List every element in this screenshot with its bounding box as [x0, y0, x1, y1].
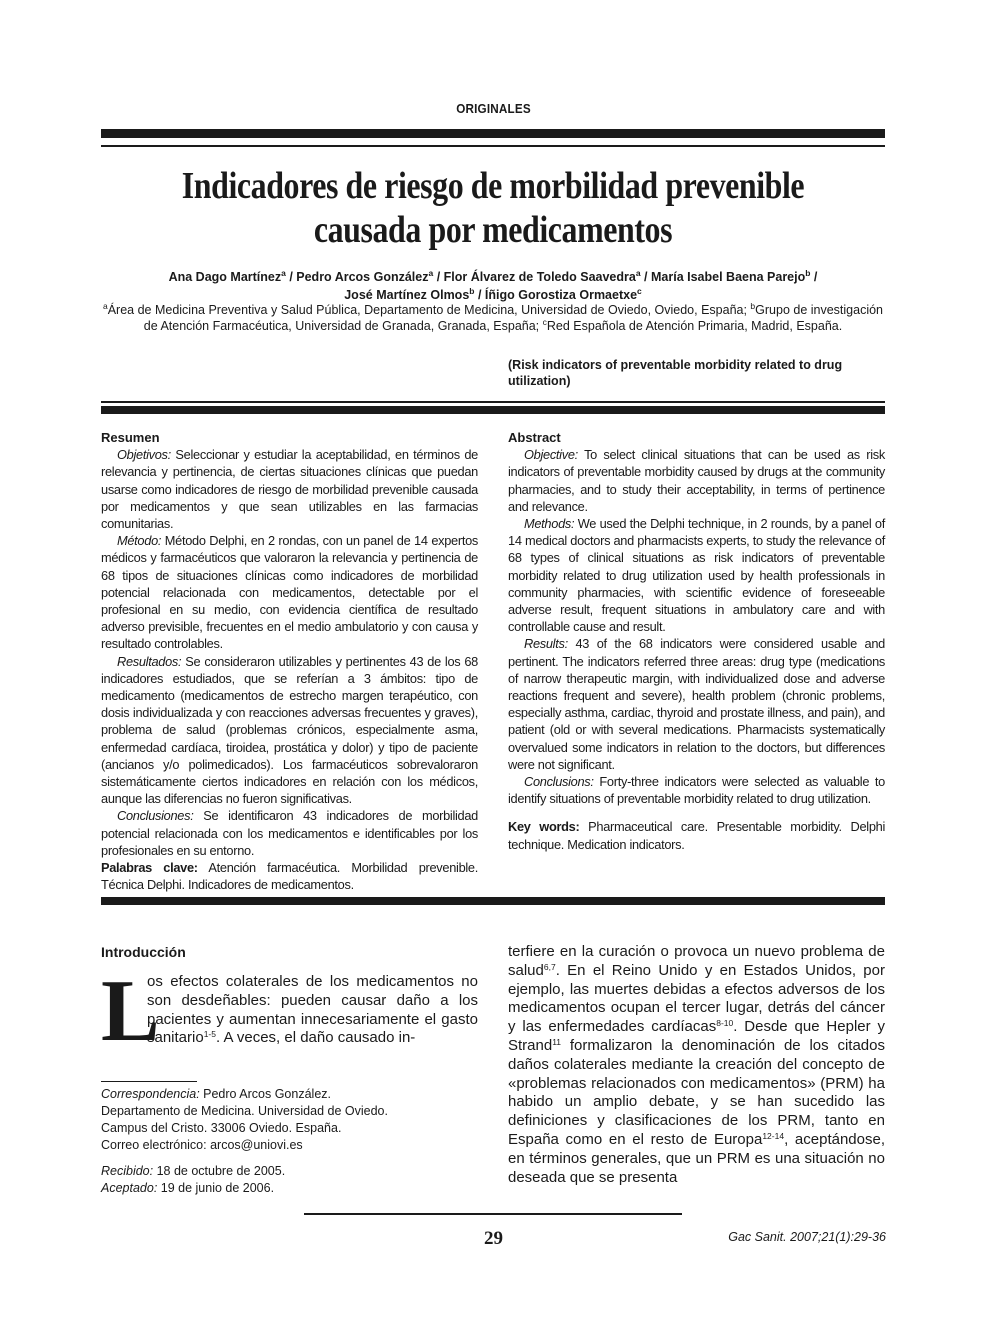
correspondence-dept: Departamento de Medicina. Universidad de Oviedo. [101, 1104, 388, 1118]
methods-text: We used the Delphi technique, in 2 rounds, by a panel of 14 medical doctors and pharmacists experts, to study the relevance of 68 types of clinical situations as risk indicators of preventable morbidity related to drug utilization used by health professionals in community pharmacies, with scientific evidence of foreseeable adverse result, frequent situations in ambulatory care and with controllable cause and result. [508, 516, 885, 635]
affiliations [101, 302, 885, 334]
author-sup: b [469, 286, 475, 296]
page-number: 29 [484, 1228, 503, 1249]
abstract-column [508, 429, 885, 853]
abstract-conclusions [508, 773, 885, 807]
palabras-clave-text: Atención farmacéutica. Morbilidad prevenible. Técnica Delphi. Indicadores de medicamentos. [101, 860, 478, 893]
introduccion-heading: Introducción [101, 944, 186, 960]
author-sup: a [428, 268, 434, 278]
metodo-text: Método Delphi, en 2 rondas, con un panel de 14 expertos médicos y farmacéuticos que valoraron la relevancia y pertinencia de 68 tipos de situaciones clínicas como indicadores de morbilidad potencial relacionada con medicamentos, detectable por el profesional en su medio, con evidencia científica de resultado adverso previsible, frecuentes en el medio ambulatorio y con causa y resultado controlables. [101, 533, 478, 652]
bottom-thick-rule [101, 897, 885, 905]
resumen-objetivos [101, 446, 478, 532]
correspondencia-label: Correspondencia: [101, 1087, 200, 1101]
resumen-column [101, 429, 478, 893]
journal-reference: Gac Sanit. 2007;21(1):29-36 [728, 1230, 886, 1244]
footnote-rule [101, 1081, 197, 1082]
aceptado-value: 19 de junio de 2006. [157, 1181, 275, 1195]
intro-right-column [508, 943, 885, 1187]
section-label: ORIGINALES [456, 101, 531, 116]
author-list: Ana Dago Martínez$^a$ / Pedro Arcos González$^a$ / Flor Álvarez de Toledo Saavedra$^a$ / María Isabel Baena Parejo$^b$ / José Martínez Olmos$^b$ / Íñigo Gorostiza Ormaetxe$^c$ [168, 268, 818, 302]
conclusions-label: Conclusions: [524, 774, 594, 790]
recibido-value: 18 de octubre de 2005. [153, 1164, 286, 1178]
objective-label: Objective: [524, 447, 578, 463]
correspondencia-name: Pedro Arcos González. [199, 1087, 331, 1101]
author: Pedro Arcos González [296, 270, 429, 284]
abstract-results [508, 635, 885, 773]
intro-text-a: os efectos colaterales de los medicamentos no son desdeñables: pueden causar daño a los pacientes y aumentan innecesariamente el gasto sanitario [147, 973, 478, 1047]
key-words-label: Key words: [508, 819, 580, 835]
recibido-label: Recibido: [101, 1164, 154, 1178]
affil-sup: a [102, 301, 108, 311]
article-title [101, 164, 885, 252]
received-date [101, 1163, 478, 1180]
abstract-methods [508, 515, 885, 635]
intro-text-b: . A veces, el daño causado in- [216, 1029, 416, 1047]
abstract-objective [508, 446, 885, 515]
author-sup: b [805, 268, 811, 278]
conclusions-text: Forty-three indicators were selected as valuable to identify situations of preventable morbidity related to drug utilization. [508, 774, 885, 807]
aceptado-label: Aceptado: [101, 1181, 158, 1195]
abstract-keywords [508, 818, 885, 852]
resumen-keywords [101, 859, 478, 893]
resultados-label: Resultados: [117, 653, 182, 669]
key-words-text: Pharmaceutical care. Presentable morbidity. Delphi technique. Medication indicators. [508, 819, 886, 852]
resumen-heading: Resumen [101, 430, 160, 445]
citation-sup: 1-5 [203, 1029, 216, 1040]
affiliation-a: Área de Medicina Preventiva y Salud Pública, Departamento de Medicina, Universidad de Oviedo, Oviedo, España; [107, 303, 751, 317]
intro-paragraph-right [508, 943, 885, 1187]
intro-left-column [101, 943, 478, 1060]
footnote-gap [101, 1154, 478, 1163]
author-sup: a [635, 268, 641, 278]
objetivos-text: Seleccionar y estudiar la aceptabilidad, en términos de relevancia y pertinencia, de ciertas situaciones clínicas que puedan usarse como indicadores de riesgo de morbilidad prevenible causada por medicamentos y que sean utilizables en las farmacias comunitarias. [101, 447, 478, 532]
mid-thin-rule [101, 401, 885, 403]
intro-text-r2: . En el Reino Unido y en Estados Unidos, por ejemplo, las muertes debidas a efectos adversos de los medicamentos ocupan el tercer lugar, detrás del cáncer y las enfermedades cardíacas [508, 961, 885, 1036]
methods-label: Methods: [524, 516, 575, 532]
resumen-resultados [101, 653, 478, 808]
title-line-1: Indicadores de riesgo de morbilidad prevenible [181, 165, 805, 207]
correspondence-address: Campus del Cristo. 33006 Oviedo. España. [101, 1121, 342, 1135]
affiliation-c: Red Española de Atención Primaria, Madrid, España. [546, 319, 843, 333]
intro-text-r5: , aceptándose, en términos generales, que un PRM es una situación no deseada que se presenta [508, 1130, 885, 1186]
intro-paragraph-left [101, 963, 478, 1060]
objetivos-label: Objetivos: [117, 447, 171, 463]
author-sup: a [281, 268, 286, 278]
affiliation-b: Grupo de investigación de Atención Farmacéutica, Universidad de Granada, Granada, España; [143, 303, 884, 333]
results-text: 43 of the 68 indicators were considered usable and pertinent. The indicators referred three areas: drug type (medications of narrow therapeutic margin, with individualized dose and adverse reactions frequent and severe), health problem (chronic problems, especially asthma, cardiac, thyroid and prostate illness, and pain), and patient (old or with several medications. Pharmacists systematically overvalued some indicators in relation to the doctors, but differences were not significant. [508, 636, 885, 772]
title-line-2: causada por medicamentos [313, 209, 673, 251]
intro-text-r3: . Desde que Hepler y Strand [508, 1018, 885, 1054]
correspondence-line [101, 1086, 478, 1103]
resumen-metodo [101, 532, 478, 652]
citation-sup: 12-14 [762, 1130, 785, 1141]
drop-cap: L [101, 963, 160, 1060]
author-sup: c [637, 286, 642, 296]
resumen-conclusiones [101, 807, 478, 859]
english-title: (Risk indicators of preventable morbidity related to drug utilization) [508, 358, 843, 388]
intro-text-r1: terfiere en la curación o provoca un nuevo problema de salud [508, 943, 885, 979]
citation-sup: 6,7 [543, 961, 556, 972]
resultados-text: Se consideraron utilizables y pertinentes 43 de los 68 indicadores estudiados, que se referían a 3 ámbitos: tipo de medicamento (medicamentos de estrecho margen terapéutico, con dosis individualizada y con reacciones adversas frecuentes y graves), problema de salud (problemas crónicos, especialmente asma, enfermedad cardíaca, tiroidea, prostática y dolor) y tipo de paciente (ancianos y/o polimedicados). Los farmacéuticos sobrevaloraron sistemáticamente ciertos indicadores en relación con los médicos, aunque las diferencias no fueron significativas. [101, 653, 478, 807]
accepted-date [101, 1180, 478, 1197]
author: María Isabel Baena Parejo [651, 270, 806, 284]
results-label: Results: [524, 636, 568, 652]
correspondence-email: Correo electrónico: arcos@uniovi.es [101, 1138, 303, 1152]
conclusiones-label: Conclusiones: [117, 808, 194, 824]
intro-text-r4: formalizaron la denominación de los citados daños colaterales mediante la creación del concepto de «problemas relacionados con medicamentos» (PRM) ha habido un amplio debate, y se han sucedido las definiciones y clasificaciones de los PRM, tanto en España como en el resto de Europa [508, 1036, 885, 1148]
author: José Martínez Olmos [344, 288, 470, 302]
abstract-heading: Abstract [508, 430, 561, 445]
affil-sup: c [542, 317, 547, 327]
author: Íñigo Gorostiza Ormaetxe [484, 288, 638, 302]
affil-sup: b [750, 301, 756, 311]
metodo-label: Método: [117, 533, 162, 549]
palabras-clave-label: Palabras clave: [101, 860, 198, 876]
mid-thick-rule [101, 406, 885, 414]
correspondence-footnote [101, 1086, 478, 1197]
author: Flor Álvarez de Toledo Saavedra [443, 270, 636, 284]
top-thick-rule [101, 129, 885, 138]
top-thin-rule [101, 145, 885, 147]
citation-sup: 11 [552, 1036, 562, 1047]
conclusiones-text: Se identificaron 43 indicadores de morbilidad potencial relacionada con los medicamentos e identificables por los profesionales en su entorno. [101, 808, 478, 858]
citation-sup: 8-10 [716, 1018, 734, 1029]
footer-rule [304, 1213, 682, 1215]
author: Ana Dago Martínez [168, 270, 282, 284]
objective-text: To select clinical situations that can be used as risk indicators of preventable morbidity caused by drugs at the community pharmacies, and to study their acceptability, in terms of pertinence and relevance. [508, 447, 885, 514]
